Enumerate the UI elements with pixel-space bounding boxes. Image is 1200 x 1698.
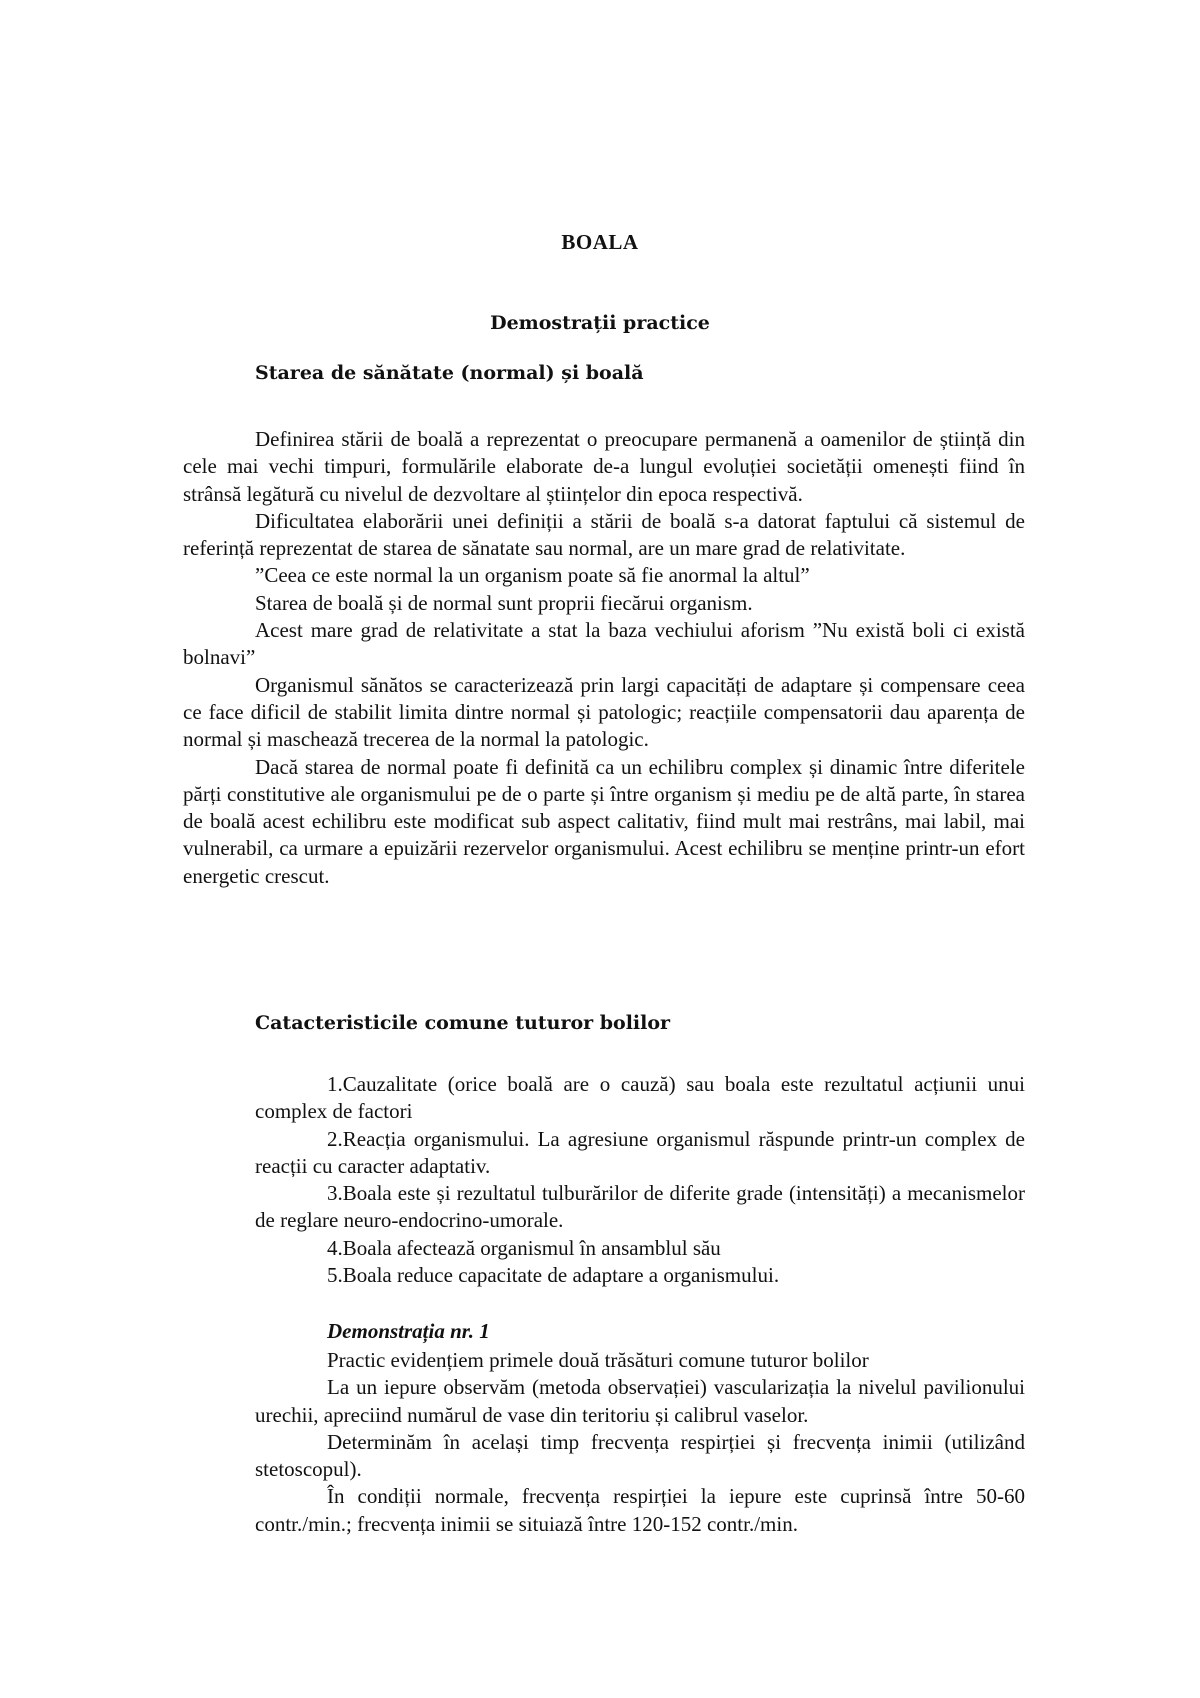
- paragraph: Organismul sănătos se caracterizează prin largi capacități de adaptare și compensare ceea ce face dificil de stabilit limita dintre normal și patologic; reacțiile compensatorii dau aparența de normal și maschează trecerea de la normal la patologic.: [183, 672, 1025, 752]
- demo-title: Demonstrația nr. 1: [327, 1319, 490, 1343]
- section-heading-characteristics: Catacteristicile comune tuturor bolilor: [255, 1012, 671, 1034]
- paragraph: La un iepure observăm (metoda observației) vascularizația la nivelul pavilionului urechii, apreciind numărul de vase din teritoriu și calibrul vaselor.: [255, 1375, 1025, 1427]
- paragraph: În condiții normale, frecvența respirției la iepure este cuprinsă între 50-60 contr./min.; frecvența inimii se situiază între 120-152 contr./min.: [255, 1484, 1025, 1536]
- paragraph: Dacă starea de normal poate fi definită ca un echilibru complex și dinamic între diferitele părți constitutive ale organismului pe de o parte și între organism și mediu pe de altă parte, în starea de boală acest echilibru este modificat sub aspect calitativ, fiind mult mai restrâns, mai labil, mai vulnerabil, ca urmare a epuizării rezervelor organismului. Acest echilibru se menține printr-un efort energetic crescut.: [183, 754, 1025, 888]
- paragraph: Definirea stării de boală a reprezentat o preocupare permanenă a oamenilor de știință din cele mai vechi timpuri, formulările elaborate de-a lungul evoluției societății omenești fiind în strânsă legătură cu nivelul de dezvoltare al științelor din epoca respectivă.: [183, 427, 1025, 506]
- paragraph: Practic evidențiem primele două trăsături comune tuturor bolilor: [327, 1348, 869, 1372]
- paragraph: Dificultatea elaborării unei definiții a stării de boală s-a datorat faptului că sistemul de referință reprezentat de starea de sănatate sau normal, are un mare grad de relativitate.: [183, 508, 1025, 561]
- section-body-health-disease: [183, 426, 1025, 890]
- demo-body: [255, 1347, 1025, 1538]
- document-title: BOALA: [561, 230, 639, 254]
- characteristics-list: [255, 1071, 1025, 1289]
- paragraph: ”Ceea ce este normal la un organism poate să fie anormal la altul”: [255, 563, 810, 588]
- paragraph: Starea de boală și de normal sunt proprii fiecărui organism.: [255, 590, 753, 615]
- list-item: 4.Boala afectează organismul în ansamblul său: [327, 1235, 721, 1260]
- list-item: 2.Reacția organismului. La agresiune organismul răspunde printr-un complex de reacții cu caracter adaptativ.: [255, 1126, 1025, 1178]
- list-item: 3.Boala este și rezultatul tulburărilor de diferite grade (intensități) a mecanismelor de reglare neuro-endocrino-umorale.: [255, 1181, 1025, 1233]
- list-item: 1.Cauzalitate (orice boală are o cauză) sau boala este rezultatul acțiunii unui complex de factori: [255, 1072, 1025, 1124]
- section-heading-health-disease: Starea de sănătate (normal) și boală: [255, 362, 644, 384]
- paragraph: Determinăm în același timp frecvența respirției și frecvența inimii (utilizând stetoscopul).: [255, 1429, 1025, 1482]
- paragraph: Acest mare grad de relativitate a stat la baza vechiului aforism ”Nu există boli ci există bolnavi”: [183, 618, 1025, 670]
- document-subtitle: Demostrații practice: [490, 312, 710, 334]
- list-item: 5.Boala reduce capacitate de adaptare a organismului.: [327, 1263, 780, 1288]
